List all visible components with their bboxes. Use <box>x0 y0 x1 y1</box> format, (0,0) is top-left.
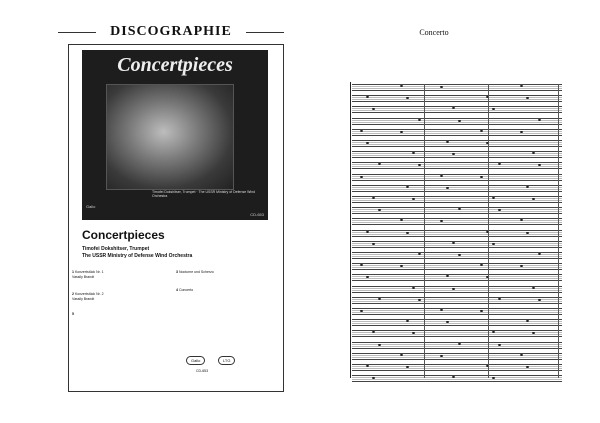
staff-line <box>352 330 562 337</box>
note-head <box>360 176 363 178</box>
staff-line <box>352 118 562 125</box>
track-list <box>72 270 272 336</box>
note-head <box>418 253 421 255</box>
note-head <box>480 310 483 312</box>
note-head <box>458 343 461 345</box>
note-head <box>446 187 449 189</box>
note-head <box>418 119 421 121</box>
note-head <box>526 232 529 234</box>
distributor-logo: LTG <box>218 356 235 365</box>
note-head <box>400 85 403 87</box>
note-head <box>440 175 443 177</box>
note-head <box>366 365 369 367</box>
staff-line <box>352 207 562 214</box>
note-head <box>520 85 523 87</box>
staff-line <box>352 185 562 192</box>
note-head <box>480 130 483 132</box>
note-head <box>520 354 523 356</box>
note-head <box>526 97 529 99</box>
left-page <box>58 22 284 390</box>
track-number: 5 <box>72 312 74 316</box>
note-head <box>452 153 455 155</box>
note-head <box>498 298 501 300</box>
note-head <box>446 321 449 323</box>
note-head <box>372 377 375 379</box>
note-head <box>498 209 501 211</box>
note-head <box>492 377 495 379</box>
cover-title: Concertpieces <box>117 54 233 76</box>
track-title: Konzertstück Nr. 1 <box>74 270 104 274</box>
score-title: Concerto <box>419 28 449 37</box>
staff-line <box>352 252 562 259</box>
staff-line <box>352 263 562 270</box>
artist-line: Timofei Dokshitser, Trumpet <box>82 246 150 252</box>
track-number: 3 <box>176 270 178 274</box>
note-head <box>526 186 529 188</box>
note-head <box>480 264 483 266</box>
trumpeter-photo <box>106 84 234 190</box>
note-head <box>532 152 535 154</box>
track-item <box>176 288 270 293</box>
note-head <box>446 141 449 143</box>
note-head <box>452 288 455 290</box>
note-head <box>498 344 501 346</box>
note-head <box>360 310 363 312</box>
note-head <box>406 232 409 234</box>
track-number: 2 <box>72 292 74 296</box>
staff-line <box>352 162 562 169</box>
staff-line <box>352 174 562 181</box>
discographie-header: DISCOGRAPHIE <box>58 24 284 40</box>
cover-catalog-code: CD-653 <box>250 212 264 217</box>
track-number: 1 <box>72 270 74 274</box>
note-head <box>440 355 443 357</box>
note-head <box>452 376 455 378</box>
album-cover <box>82 50 268 220</box>
note-head <box>492 197 495 199</box>
note-head <box>526 366 529 368</box>
staff-line <box>352 297 562 304</box>
bar-line <box>488 84 489 378</box>
staff-line <box>352 95 562 102</box>
note-head <box>532 198 535 200</box>
note-head <box>360 130 363 132</box>
track-title: Konzertstück Nr. 2 <box>74 292 104 296</box>
note-head <box>418 299 421 301</box>
note-head <box>452 242 455 244</box>
note-head <box>538 299 541 301</box>
staff-line <box>352 106 562 113</box>
note-head <box>412 152 415 154</box>
track-number: 4 <box>176 288 178 292</box>
note-head <box>538 253 541 255</box>
catalog-number: CD-653 <box>196 369 209 373</box>
staff-line <box>352 140 562 147</box>
staff-line <box>352 319 562 326</box>
note-head <box>532 287 535 289</box>
staff-line <box>352 286 562 293</box>
note-head <box>520 265 523 267</box>
track-item <box>72 312 166 317</box>
staff-line <box>352 129 562 136</box>
staff-line <box>352 308 562 315</box>
staff-line <box>352 196 562 203</box>
staff-line <box>352 274 562 281</box>
staff-line <box>352 342 562 349</box>
track-detail: Vassily Brandt <box>72 296 95 301</box>
staff-line <box>352 151 562 158</box>
note-head <box>366 231 369 233</box>
track-title: Nocturne und Scherzo <box>178 270 214 274</box>
note-head <box>378 344 381 346</box>
staff-line <box>352 230 562 237</box>
note-head <box>378 209 381 211</box>
note-head <box>360 264 363 266</box>
track-title: Concerto <box>178 288 194 292</box>
note-head <box>458 208 461 210</box>
staff-line <box>352 353 562 360</box>
label-logo: Gallo <box>186 356 205 365</box>
note-head <box>492 243 495 245</box>
track-detail: Vassily Brandt <box>72 274 95 279</box>
note-head <box>406 320 409 322</box>
track-item <box>72 292 166 301</box>
note-head <box>372 243 375 245</box>
cover-tagline: Timofei Dokshitser, Trumpet · The USSR Ministry of Defense Wind Orchestra <box>152 190 256 198</box>
score-page <box>302 28 566 398</box>
note-head <box>458 254 461 256</box>
staff-line <box>352 241 562 248</box>
note-head <box>458 120 461 122</box>
note-head <box>400 354 403 356</box>
note-head <box>526 320 529 322</box>
staff-line <box>352 375 562 382</box>
score-header <box>302 28 566 40</box>
note-head <box>406 186 409 188</box>
note-head <box>520 131 523 133</box>
staff-line <box>352 84 562 91</box>
orchestra-line: The USSR Ministry of Defense Wind Orchestra <box>82 253 193 259</box>
track-item <box>72 270 166 279</box>
note-head <box>412 287 415 289</box>
note-head <box>412 198 415 200</box>
note-head <box>480 176 483 178</box>
note-head <box>400 265 403 267</box>
note-head <box>440 309 443 311</box>
note-head <box>440 86 443 88</box>
note-head <box>406 97 409 99</box>
staff-line <box>352 364 562 371</box>
note-head <box>400 131 403 133</box>
staff-line <box>352 218 562 225</box>
bar-line <box>424 84 425 378</box>
note-head <box>366 142 369 144</box>
score-staves <box>302 48 566 393</box>
bar-line <box>558 84 559 378</box>
cover-label-logo: Gallo <box>86 204 96 209</box>
note-head <box>366 96 369 98</box>
track-item <box>176 270 270 275</box>
note-head <box>538 119 541 121</box>
album-title: Concertpieces <box>82 228 165 242</box>
note-head <box>406 366 409 368</box>
note-head <box>378 298 381 300</box>
note-head <box>372 197 375 199</box>
